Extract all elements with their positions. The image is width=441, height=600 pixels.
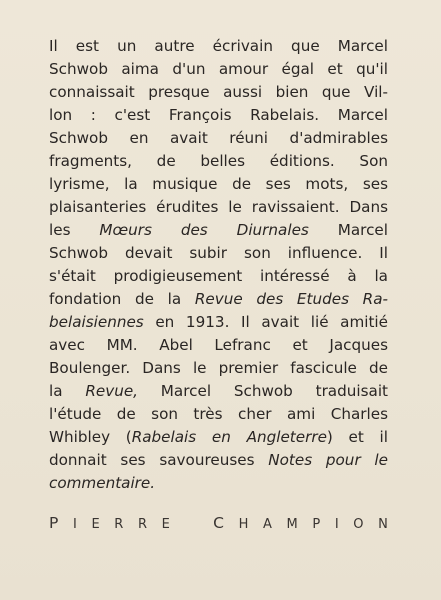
text-line: lon : c'est François Rabelais. Marcel: [49, 106, 388, 124]
italic-title: Revue,: [85, 382, 139, 400]
signature-letter: N: [378, 517, 388, 532]
text-line: les Mœurs des Diurnales Marcel: [49, 221, 388, 239]
signature-letter: P: [49, 514, 59, 532]
text-line: donnait ses savoureuses Notes pour le: [49, 451, 388, 469]
signature-letter: R: [137, 517, 148, 532]
signature-letter: M: [286, 517, 298, 532]
signature-letter: E: [91, 517, 100, 532]
signature-letter: E: [161, 517, 170, 532]
text-line: [49, 472, 388, 495]
text-line: avec MM. Abel Lefranc et Jacques: [49, 336, 388, 354]
italic-title: Rabelais en Angleterre: [131, 428, 327, 446]
signature-letter: C: [213, 514, 224, 532]
italic-title: commentaire.: [49, 474, 156, 492]
italic-title: Mœurs des Diurnales: [99, 221, 309, 239]
signature-letter: P: [312, 517, 321, 532]
text-line: lyrisme, la musique de ses mots, ses: [49, 175, 388, 193]
italic-title: Notes pour le: [268, 451, 388, 469]
text-line: Whibley (Rabelais en Angleterre) et il: [49, 428, 388, 446]
signature-letter: R: [114, 517, 124, 532]
signature-letter: I: [72, 517, 77, 532]
text-line: Schwob devait subir son influence. Il: [49, 244, 388, 262]
italic-title: Revue des Etudes Ra-: [194, 290, 388, 308]
author-signature: [49, 514, 388, 532]
italic-title: belaisiennes: [49, 313, 144, 331]
text-line: Boulenger. Dans le premier fascicule de: [49, 359, 388, 377]
text-line: belaisiennes en 1913. Il avait lié amitié: [49, 313, 388, 331]
text-line: Schwob aima d'un amour égal et qu'il: [49, 60, 388, 78]
text-line: la Revue, Marcel Schwob traduisait: [49, 382, 388, 400]
body-paragraph: [49, 35, 388, 495]
text-line: Il est un autre écrivain que Marcel: [49, 37, 388, 55]
text-line: Schwob en avait réuni d'admirables: [49, 129, 388, 147]
text-line: plaisanteries érudites le ravissaient. Dans: [49, 198, 388, 216]
signature-letter: H: [238, 517, 249, 532]
text-line: l'étude de son très cher ami Charles: [49, 405, 388, 423]
signature-letter: A: [262, 517, 272, 532]
text-line: fragments, de belles éditions. Son: [49, 152, 388, 170]
text-line: connaissait presque aussi bien que Vil-: [49, 83, 388, 101]
text-line: fondation de la Revue des Etudes Ra-: [49, 290, 388, 308]
signature-letter: O: [353, 517, 364, 532]
text-line: s'était prodigieusement intéressé à la: [49, 267, 388, 285]
signature-letter: I: [334, 517, 339, 532]
